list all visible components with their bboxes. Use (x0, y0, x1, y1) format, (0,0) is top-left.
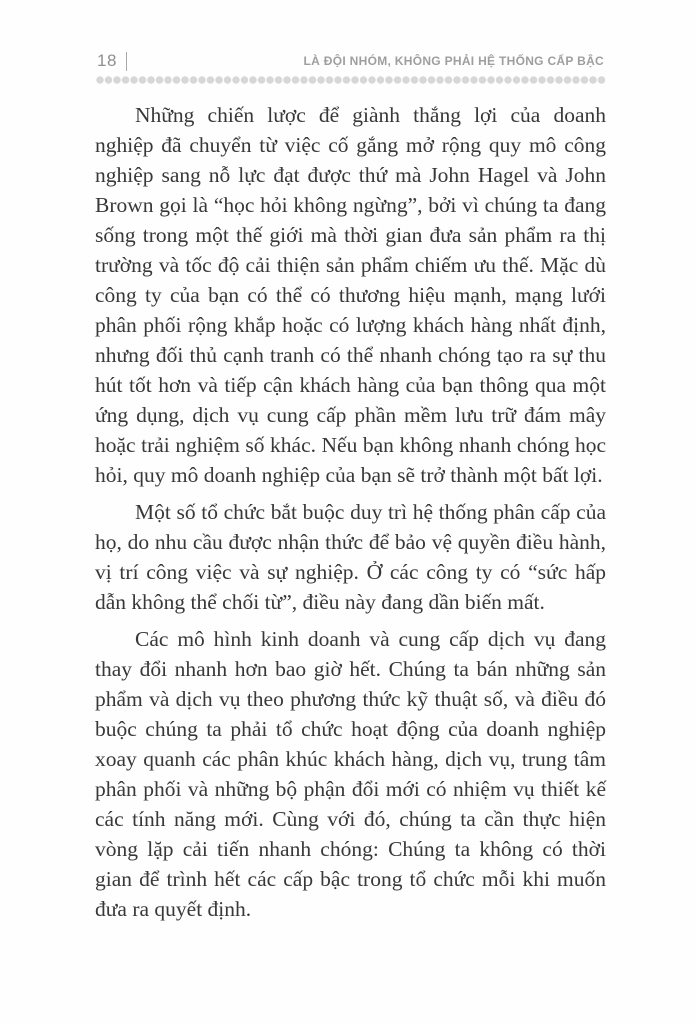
body-paragraph: Các mô hình kinh doanh và cung cấp dịch vụ đang thay đổi nhanh hơn bao giờ hết. Chúng ta bán những sản phẩm và dịch vụ theo phương thức kỹ thuật số, và điều đó buộc chúng ta phải tổ chức hoạt động của doanh nghiệp xoay quanh các phân khúc khách hàng, dịch vụ, trung tâm phân phối và những bộ phận đổi mới có nhiệm vụ thiết kế các tính năng mới. Cùng với đó, chúng ta cần thực hiện vòng lặp cải tiến nhanh chóng: Chúng ta không có thời gian để trình hết các cấp bậc trong tổ chức mỗi khi muốn đưa ra quyết định. (95, 627, 606, 921)
page-number-group (97, 51, 127, 71)
dotted-divider (96, 76, 606, 84)
page-number: 18 (97, 51, 117, 70)
running-header-title: LÀ ĐỘI NHÓM, KHÔNG PHẢI HỆ THỐNG CẤP BẬC (303, 54, 604, 68)
page-header (97, 50, 604, 72)
body-paragraph: Những chiến lược để giành thắng lợi của doanh nghiệp đã chuyển từ việc cố gắng mở rộng quy mô công nghiệp sang nỗ lực đạt được thứ mà John Hagel và John Brown gọi là “học hỏi không ngừng”, bởi vì chúng ta đang sống trong một thế giới mà thời gian đưa sản phẩm ra thị trường và tốc độ cải thiện sản phẩm chiếm ưu thế. Mặc dù công ty của bạn có thể có thương hiệu mạnh, mạng lưới phân phối rộng khắp hoặc có lượng khách hàng nhất định, nhưng đối thủ cạnh tranh có thể nhanh chóng tạo ra sự thu hút tốt hơn và tiếp cận khách hàng của bạn thông qua một ứng dụng, dịch vụ cung cấp phần mềm lưu trữ đám mây hoặc trải nghiệm số khác. Nếu bạn không nhanh chóng học hỏi, quy mô doanh nghiệp của bạn sẽ trở thành một bất lợi. (95, 103, 606, 487)
body-paragraph: Một số tổ chức bắt buộc duy trì hệ thống phân cấp của họ, do nhu cầu được nhận thức để bảo vệ quyền điều hành, vị trí công việc và sự nghiệp. Ở các công ty có “sức hấp dẫn không thể chối từ”, điều này đang dần biến mất. (95, 500, 606, 614)
page-body (95, 100, 606, 931)
header-separator-bar (126, 52, 128, 71)
